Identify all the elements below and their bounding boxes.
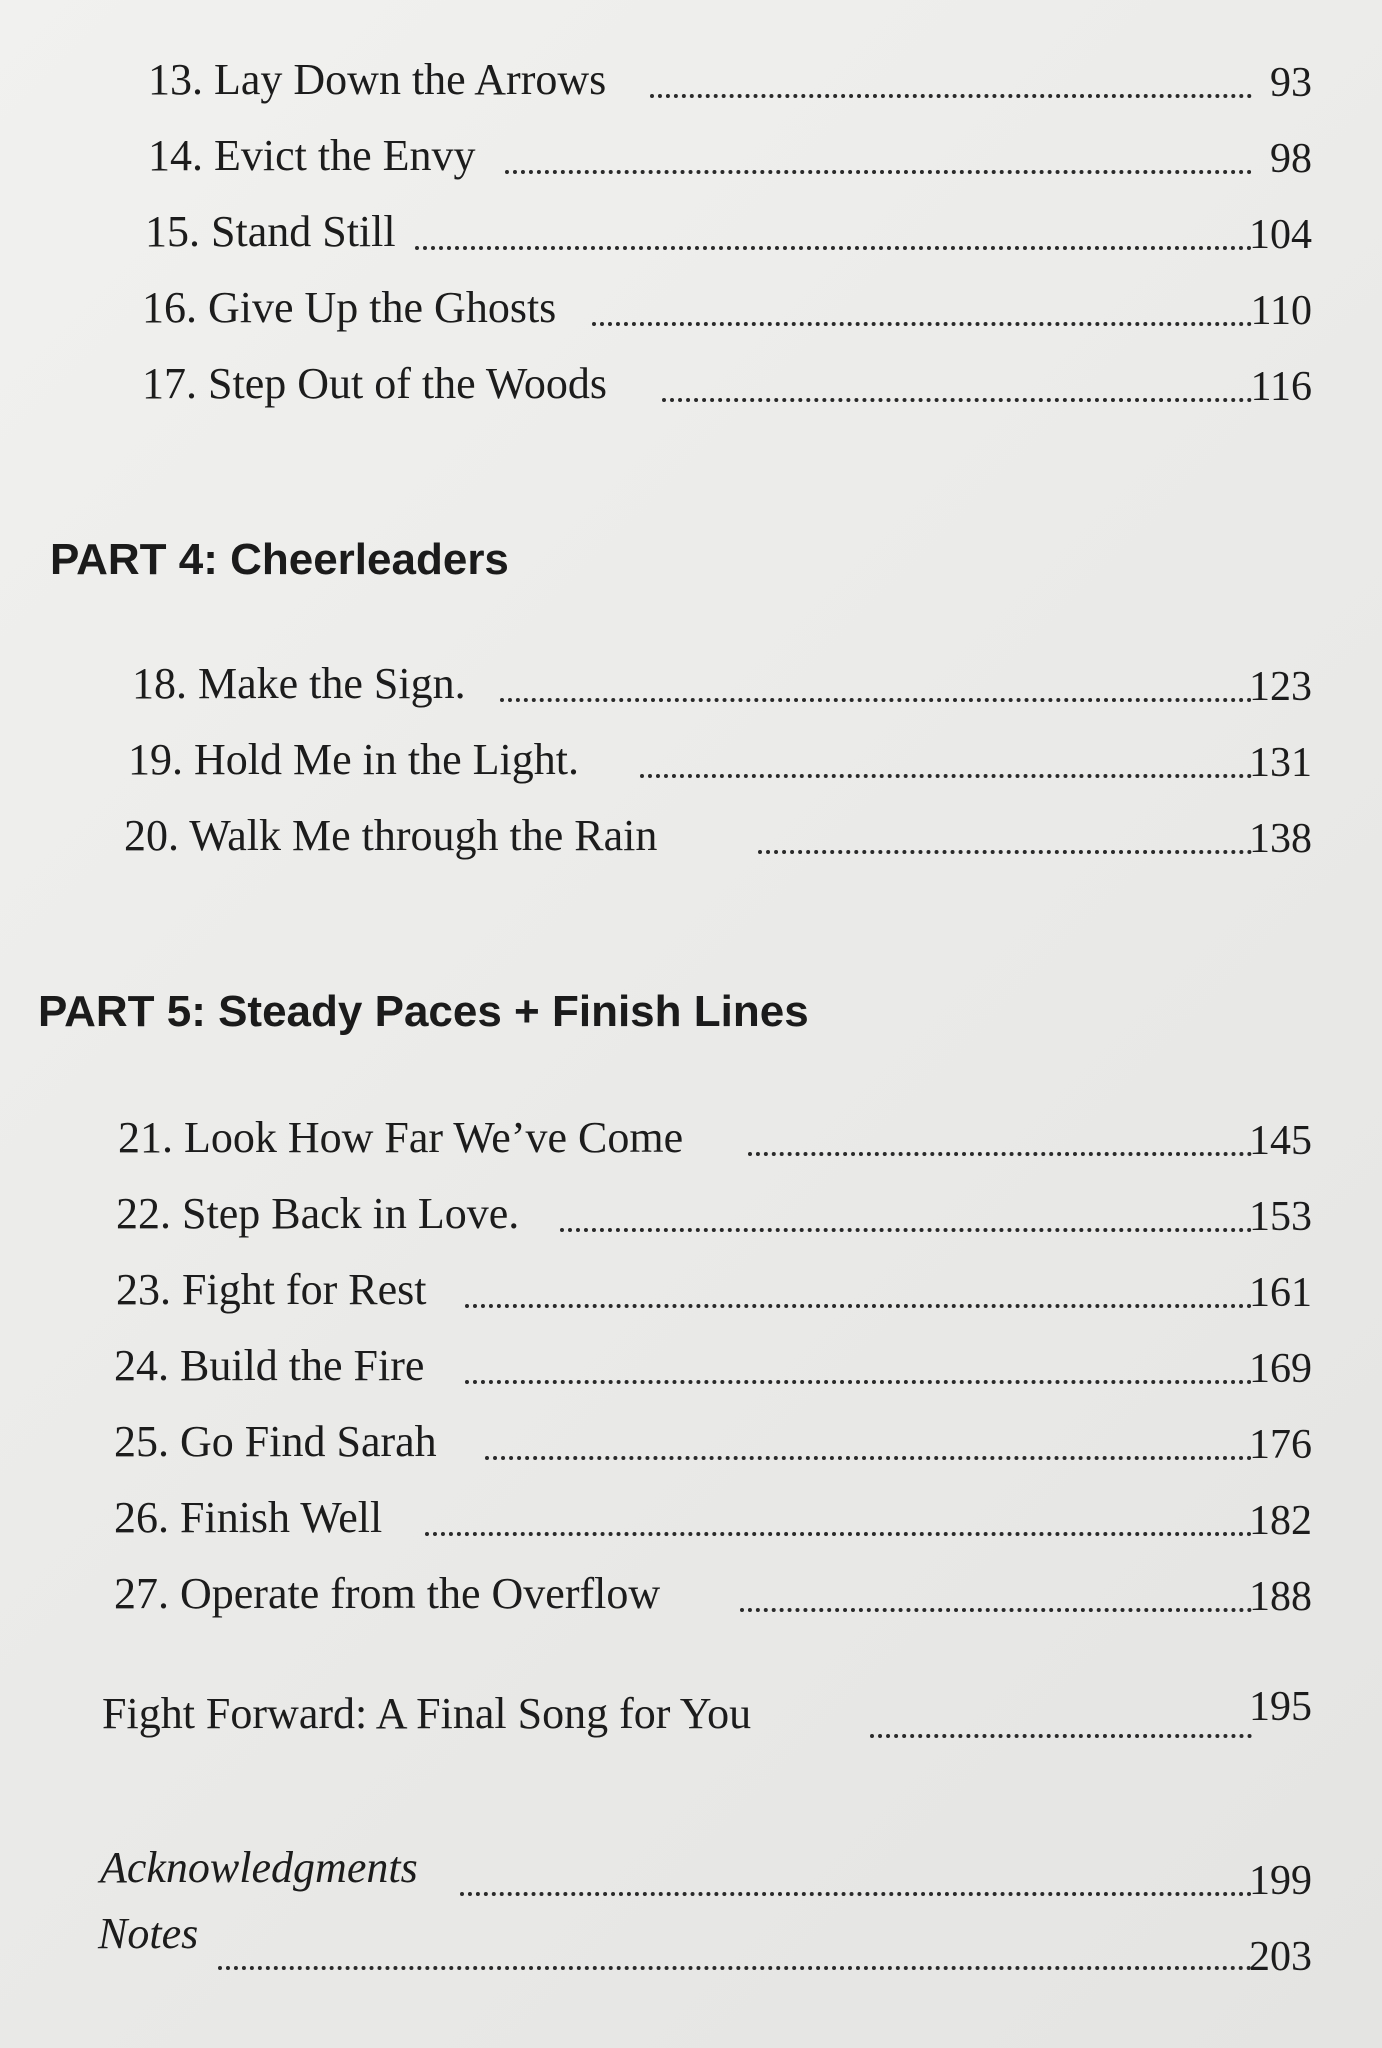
toc-entry-24[interactable] xyxy=(0,1338,1382,1398)
toc-entry-title: 27. Operate from the Overflow xyxy=(114,1569,661,1618)
toc-entry-page: 182 xyxy=(1249,1498,1312,1544)
toc-entry-17[interactable] xyxy=(0,356,1382,416)
toc-entry-title: 22. Step Back in Love. xyxy=(116,1189,520,1238)
toc-entry-title: 25. Go Find Sarah xyxy=(114,1417,437,1466)
toc-entry-page: 98 xyxy=(1270,136,1312,182)
toc-entry-26[interactable] xyxy=(0,1490,1382,1550)
toc-entry-22[interactable] xyxy=(0,1186,1382,1246)
dot-leader xyxy=(560,1228,1252,1232)
dot-leader xyxy=(505,170,1252,174)
dot-leader xyxy=(740,1608,1252,1612)
toc-entry-18[interactable] xyxy=(0,656,1382,716)
dot-leader xyxy=(870,1734,1252,1738)
toc-entry-title: 19. Hold Me in the Light. xyxy=(128,735,579,784)
toc-entry-19[interactable] xyxy=(0,732,1382,792)
toc-entry-title: 21. Look How Far We’ve Come xyxy=(118,1113,684,1162)
dot-leader xyxy=(662,398,1252,402)
toc-entry-21[interactable] xyxy=(0,1110,1382,1170)
toc-entry-acknowledgments[interactable] xyxy=(0,1840,1382,1904)
toc-entry-title: 15. Stand Still xyxy=(145,207,396,256)
toc-entry-page: 116 xyxy=(1250,364,1312,410)
dot-leader xyxy=(218,1966,1252,1970)
toc-entry-title: 26. Finish Well xyxy=(114,1493,383,1542)
toc-entry-25[interactable] xyxy=(0,1414,1382,1474)
dot-leader xyxy=(592,322,1252,326)
toc-entry-final-song[interactable] xyxy=(0,1680,1382,1740)
toc-entry-title: 13. Lay Down the Arrows xyxy=(148,55,607,104)
toc-entry-title: 17. Step Out of the Woods xyxy=(142,359,607,408)
toc-entry-page: 131 xyxy=(1249,740,1312,786)
dot-leader xyxy=(758,850,1252,854)
toc-entry-27[interactable] xyxy=(0,1566,1382,1626)
toc-entry-13[interactable] xyxy=(0,52,1382,112)
toc-entry-title: 23. Fight for Rest xyxy=(116,1265,427,1314)
toc-entry-page: 203 xyxy=(1249,1934,1312,1980)
toc-entry-page: 104 xyxy=(1249,212,1312,258)
toc-entry-page: 169 xyxy=(1249,1346,1312,1392)
toc-entry-title: 20. Walk Me through the Rain xyxy=(124,811,658,860)
toc-entry-page: 110 xyxy=(1250,288,1312,334)
toc-entry-14[interactable] xyxy=(0,128,1382,188)
toc-entry-title: Fight Forward: A Final Song for You xyxy=(102,1689,752,1738)
toc-entry-15[interactable] xyxy=(0,204,1382,264)
dot-leader xyxy=(748,1152,1252,1156)
toc-entry-title: 24. Build the Fire xyxy=(114,1341,425,1390)
dot-leader xyxy=(485,1456,1252,1460)
toc-entry-page: 195 xyxy=(1249,1684,1312,1730)
dot-leader xyxy=(425,1532,1252,1536)
toc-entry-title: Notes xyxy=(98,1909,199,1958)
dot-leader xyxy=(640,774,1252,778)
dot-leader xyxy=(500,698,1252,702)
toc-entry-16[interactable] xyxy=(0,280,1382,340)
dot-leader xyxy=(460,1892,1252,1896)
toc-entry-page: 153 xyxy=(1249,1194,1312,1240)
part-4-heading: PART 4: Cheerleaders xyxy=(50,535,509,584)
toc-entry-page: 161 xyxy=(1249,1270,1312,1316)
toc-entry-notes[interactable] xyxy=(0,1909,1382,1980)
toc-entry-title: Acknowledgments xyxy=(100,1843,418,1892)
toc-entry-page: 176 xyxy=(1249,1422,1312,1468)
part-5-heading: PART 5: Steady Paces + Finish Lines xyxy=(38,987,809,1036)
toc-entry-page: 123 xyxy=(1249,664,1312,710)
dot-leader xyxy=(650,94,1252,98)
toc-entry-page: 138 xyxy=(1249,816,1312,862)
dot-leader xyxy=(465,1304,1252,1308)
toc-entry-page: 93 xyxy=(1270,60,1312,106)
toc-entry-title: 16. Give Up the Ghosts xyxy=(142,283,557,332)
toc-entry-page: 145 xyxy=(1249,1118,1312,1164)
toc-entry-page: 188 xyxy=(1249,1574,1312,1620)
toc-entry-23[interactable] xyxy=(0,1262,1382,1322)
toc-entry-title: 14. Evict the Envy xyxy=(148,131,476,180)
dot-leader xyxy=(465,1380,1252,1384)
dot-leader xyxy=(415,246,1252,250)
toc-entry-title: 18. Make the Sign. xyxy=(132,659,466,708)
toc-entry-20[interactable] xyxy=(0,808,1382,868)
toc-entry-page: 199 xyxy=(1249,1858,1312,1904)
